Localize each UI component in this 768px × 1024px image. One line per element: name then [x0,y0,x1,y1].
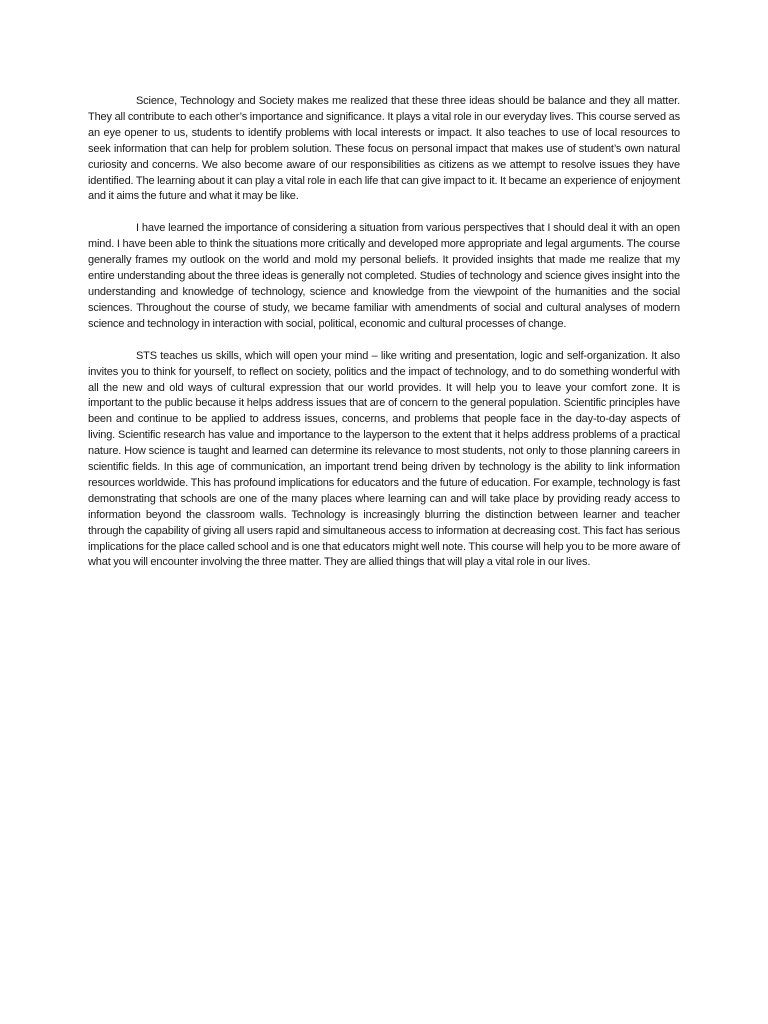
document-body [88,94,680,587]
paragraph-1: Science, Technology and Society makes me realized that these three ideas should be balance and they all matter. They all contribute to each other’s importance and significance. It plays a vital role in our everyday lives. This course served as an eye opener to us, students to identify problems with local interests or impact. It also teaches to use of local resources to seek information that can help for problem solution. These focus on personal impact that makes use of student’s own natural curiosity and concerns. We also become aware of our responsibilities as citizens as we attempt to resolve issues they have identified. The learning about it can play a vital role in each life that can give impact to it. It became an experience of enjoyment and it aims the future and what it may be like. [88,95,680,203]
paragraph-2: I have learned the importance of considering a situation from various perspectives that I should deal it with an open mind. I have been able to think the situations more critically and developed more appropriate and legal arguments. The course generally frames my outlook on the world and mold my personal beliefs. It provided insights that made me realize that my entire understanding about the three ideas is generally not completed. Studies of technology and science gives insight into the understanding and knowledge of technology, science and knowledge from the viewpoint of the humanities and the social sciences. Throughout the course of study, we became familiar with amendments of social and cultural analyses of modern science and technology in interaction with social, political, economic and cultural processes of change. [88,222,680,330]
paragraph-3: STS teaches us skills, which will open your mind – like writing and presentation, logic and self-organization. It also invites you to think for yourself, to reflect on society, politics and the impact of technology, and to do something wonderful with all the new and old ways of cultural expression that our world provides. It will help you to leave your comfort zone. It is important to the public because it helps address issues that are of concern to the general population. Scientific principles have been and continue to be applied to address issues, concerns, and problems that people face in the day-to-day aspects of living. Scientific research has value and importance to the layperson to the extent that it helps address problems of a practical nature. How science is taught and learned can determine its relevance to most students, not only to those planning careers in scientific fields. In this age of communication, an important trend being driven by technology is the ability to link information resources worldwide. This has profound implications for educators and the future of education. For example, technology is fast demonstrating that schools are one of the many places where learning can and will take place by providing ready access to information beyond the classroom walls. Technology is increasingly blurring the distinction between learner and teacher through the capability of giving all users rapid and simultaneous access to information at decreasing cost. This fact has serious implications for the place called school and is one that educators might well note. This course will help you to be more aware of what you will encounter involving the three matter. They are allied things that will play a vital role in our lives. [88,349,680,569]
